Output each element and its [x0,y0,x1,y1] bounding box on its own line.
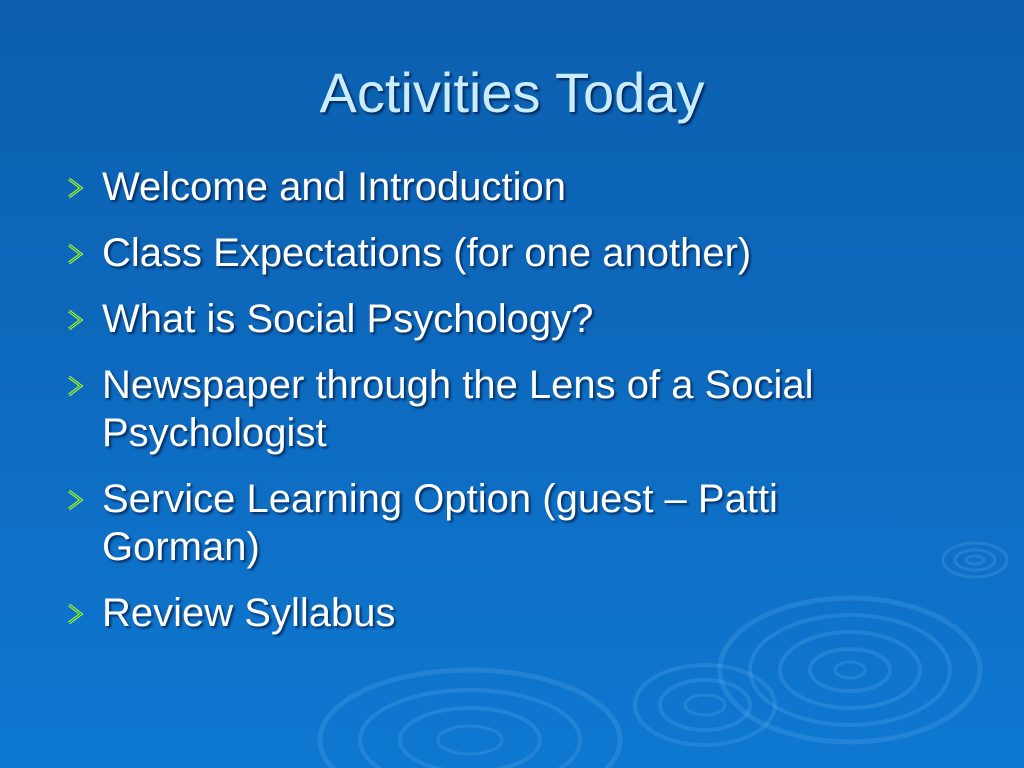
bullet-item [60,295,940,343]
bullet-text: Class Expectations (for one another) [102,231,752,275]
bullet-text: Review Syllabus [102,591,396,635]
slide-title: Activities Today [319,61,705,124]
bullet-text: Service Learning Option (guest – Patti Gorman) [102,477,778,569]
bullet-item [60,163,940,211]
bullet-item [60,475,940,571]
bullet-text: What is Social Psychology? [102,297,594,341]
arrow-bullet-icon [64,308,88,332]
arrow-bullet-icon [64,242,88,266]
bullet-text: Newspaper through the Lens of a Social Psychologist [102,363,814,455]
bullet-list [60,163,940,655]
bullet-item [60,361,940,457]
bullet-item [60,589,940,637]
bullet-text: Welcome and Introduction [102,165,566,209]
arrow-bullet-icon [64,176,88,200]
arrow-bullet-icon [64,374,88,398]
arrow-bullet-icon [64,488,88,512]
bullet-item [60,229,940,277]
arrow-bullet-icon [64,602,88,626]
